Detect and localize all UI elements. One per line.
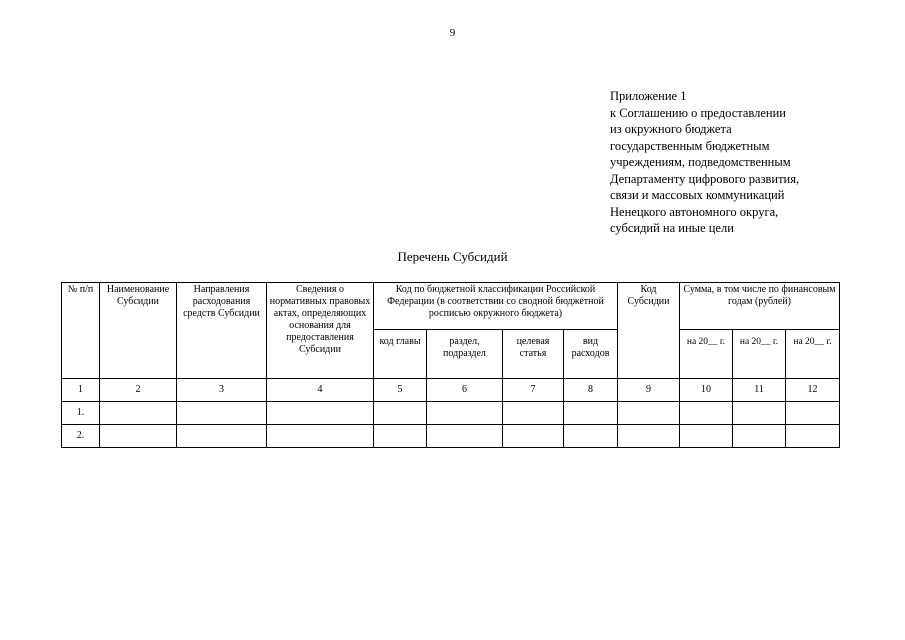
header-year-3: на 20__ г.: [786, 330, 840, 379]
table-cell: [177, 425, 267, 448]
appendix-line: субсидий на иные цели: [610, 221, 734, 235]
header-bcc-type: вид расходов: [564, 330, 618, 379]
table-cell: [374, 402, 427, 425]
header-bcc-section: раздел, подраздел: [427, 330, 503, 379]
column-number: 4: [267, 379, 374, 402]
table-cell: [374, 425, 427, 448]
subsidies-table: [61, 282, 840, 448]
appendix-line: Департаменту цифрового развития,: [610, 171, 800, 186]
header-direction: Направления расходования средств Субсидии: [177, 283, 267, 379]
appendix-line: учреждениям, подведомственным: [610, 155, 791, 169]
appendix-line: к Соглашению о предоставлении: [610, 105, 787, 120]
table-cell: [618, 402, 680, 425]
header-bcc-head: код главы: [374, 330, 427, 379]
table-cell: [733, 425, 786, 448]
column-number: 10: [680, 379, 733, 402]
table-cell: [427, 425, 503, 448]
header-subsidy-name: Наименование Субсидии: [100, 283, 177, 379]
header-bcc-item: целевая статья: [503, 330, 564, 379]
column-number: 7: [503, 379, 564, 402]
header-bcc-group: Код по бюджетной классификации Российской Федерации (в соответствии со сводной бюджетной росписью окружного бюджета): [374, 283, 618, 330]
header-num: № п/п: [62, 283, 100, 379]
row-number: 1.: [62, 402, 100, 425]
column-number: 12: [786, 379, 840, 402]
table-cell: [100, 402, 177, 425]
table-cell: [564, 402, 618, 425]
table-cell: [177, 402, 267, 425]
row-number: 2.: [62, 425, 100, 448]
header-normative: Сведения о нормативных правовых актах, определяющих основания для предоставления Субсидии: [267, 283, 374, 379]
page-number: 9: [449, 27, 456, 39]
table-cell: [680, 402, 733, 425]
column-number-row: [62, 379, 840, 402]
table-cell: [427, 402, 503, 425]
header-sum-group: Сумма, в том числе по финансовым годам (рублей): [680, 283, 840, 330]
appendix-line: Ненецкого автономного округа,: [610, 204, 779, 219]
table-cell: [100, 425, 177, 448]
table-cell: [267, 402, 374, 425]
header-year-1: на 20__ г.: [680, 330, 733, 379]
table-cell: [564, 425, 618, 448]
column-number: 5: [374, 379, 427, 402]
table-cell: [786, 425, 840, 448]
column-number: 9: [618, 379, 680, 402]
table-cell: [503, 402, 564, 425]
column-number: 6: [427, 379, 503, 402]
column-number: 1: [62, 379, 100, 402]
table-cell: [786, 402, 840, 425]
table-row: [62, 425, 840, 448]
table-cell: [733, 402, 786, 425]
header-row-1: [62, 283, 840, 330]
appendix-line: государственным бюджетным: [610, 138, 770, 153]
appendix-block: [610, 88, 900, 237]
column-number: 2: [100, 379, 177, 402]
header-subsidy-code: Код Субсидии: [618, 283, 680, 379]
column-number: 8: [564, 379, 618, 402]
table-row: [62, 402, 840, 425]
appendix-line: из окружного бюджета: [610, 122, 732, 136]
column-number: 11: [733, 379, 786, 402]
table-cell: [503, 425, 564, 448]
table-cell: [680, 425, 733, 448]
column-number: 3: [177, 379, 267, 402]
table-cell: [618, 425, 680, 448]
appendix-line: связи и массовых коммуникаций: [610, 188, 785, 202]
document-title: Перечень Субсидий: [397, 249, 508, 264]
table-cell: [267, 425, 374, 448]
header-year-2: на 20__ г.: [733, 330, 786, 379]
appendix-line: Приложение 1: [610, 89, 687, 103]
